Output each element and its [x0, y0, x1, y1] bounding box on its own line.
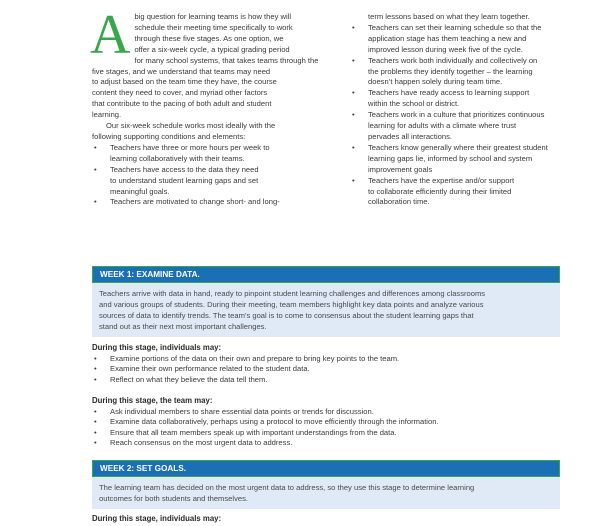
intro-line: big question for learning teams is how they will: [134, 12, 292, 21]
intro-line: to adjust based on the team time they have, the course: [92, 77, 277, 87]
intro-line: for many school systems, that takes teams through the: [134, 55, 319, 65]
section-title: During this stage, the team may:: [92, 396, 213, 405]
section-title: During this stage, individuals may:: [92, 514, 222, 523]
intro-line: schedule their meeting time specifically to work: [134, 22, 293, 32]
week2-heading: WEEK 2: SET GOALS.: [92, 460, 560, 477]
intro-line: following supporting conditions and elements:: [92, 131, 246, 141]
list-item: • Teachers have three or more hours per week to learning collaboratively with their teams.: [92, 143, 324, 165]
week1-individuals-section: [92, 343, 560, 385]
intro-line: that contribute to the pacing of both adult and student: [92, 99, 272, 109]
team-list: [92, 407, 560, 449]
list-item: • Teachers have ready access to learning support within the school or district.: [350, 88, 572, 110]
drop-cap: A: [90, 4, 131, 66]
intro-paragraph-2: [92, 121, 324, 143]
list-item: • Examine data collaboratively, perhaps using a protocol to move efficiently through the information.: [92, 417, 560, 428]
list-item-continued: term lessons based on what they learn together.: [368, 12, 530, 21]
list-item: • Ask individual members to share essential data points or trends for discussion.: [92, 407, 560, 418]
intro-columns: [90, 4, 570, 267]
list-item: • Examine portions of the data on their own and prepare to bring key points to the team.: [92, 354, 560, 365]
conditions-list-left: [92, 143, 324, 208]
list-item: • Teachers are motivated to change short- and long-: [92, 197, 324, 208]
week2-body: The learning team has decided on the most urgent data to address, so they use this stage to determine learning outcomes for both students and themselves.: [92, 477, 560, 509]
intro-left-column: [90, 4, 324, 208]
intro-line: learning.: [92, 110, 122, 120]
intro-line: through these five stages. As one option, we: [134, 33, 284, 43]
intro-line: content they need to cover, and myriad other factors: [92, 88, 268, 98]
week1-heading: WEEK 1: EXAMINE DATA.: [92, 266, 560, 283]
intro-line: Our six-week schedule works most ideally with the: [106, 121, 276, 131]
list-item: • Teachers can set their learning schedule so that the application stage has them teaching a new and improved lesson during week five of the cycle.: [350, 23, 572, 56]
intro-right-column: [350, 12, 572, 208]
list-item: • Examine their own performance related to the student data.: [92, 364, 560, 375]
list-item: • Teachers work both individually and collectively on the problems they identify together – the learning doesn’t happen solely during team time.: [350, 56, 572, 89]
list-item: • Ensure that all team members speak up with important understandings from the data.: [92, 428, 560, 439]
list-item: • Teachers work in a culture that prioritizes continuous learning for adults with a climate where trust pervades all interactions.: [350, 110, 572, 143]
intro-line: five stages, and we understand that teams may need: [92, 66, 271, 76]
week1-body: Teachers arrive with data in hand, ready to pinpoint student learning challenges and differences among classrooms and various groups of students. During their meeting, team members highlight key data points and analyze various sources of data to identify trends. The team’s goal is to come to consensus about the student learning gaps that stand out as their next most important challenges.: [92, 283, 560, 337]
list-item: • Reflect on what they believe the data tell them.: [92, 375, 560, 386]
conditions-list-right: [350, 12, 572, 208]
list-item: • Teachers know generally where their greatest student learning gaps lie, informed by school and system improvement goals: [350, 143, 572, 176]
week1-box: [92, 266, 560, 337]
intro-line: offer a six-week cycle, a typical grading period: [134, 44, 290, 54]
week2-box: [92, 460, 560, 509]
individuals-list: [92, 354, 560, 386]
week1-team-section: [92, 396, 560, 449]
list-item: • Teachers have access to the data they need to understand student learning gaps and set meaningful goals.: [92, 165, 324, 198]
list-item: • Reach consensus on the most urgent data to address.: [92, 438, 560, 449]
list-item: • Teachers have the expertise and/or support to collaborate efficiently during their limited collaboration time.: [350, 176, 572, 209]
week2-individuals-section: [92, 514, 560, 525]
section-title: During this stage, individuals may:: [92, 343, 222, 352]
